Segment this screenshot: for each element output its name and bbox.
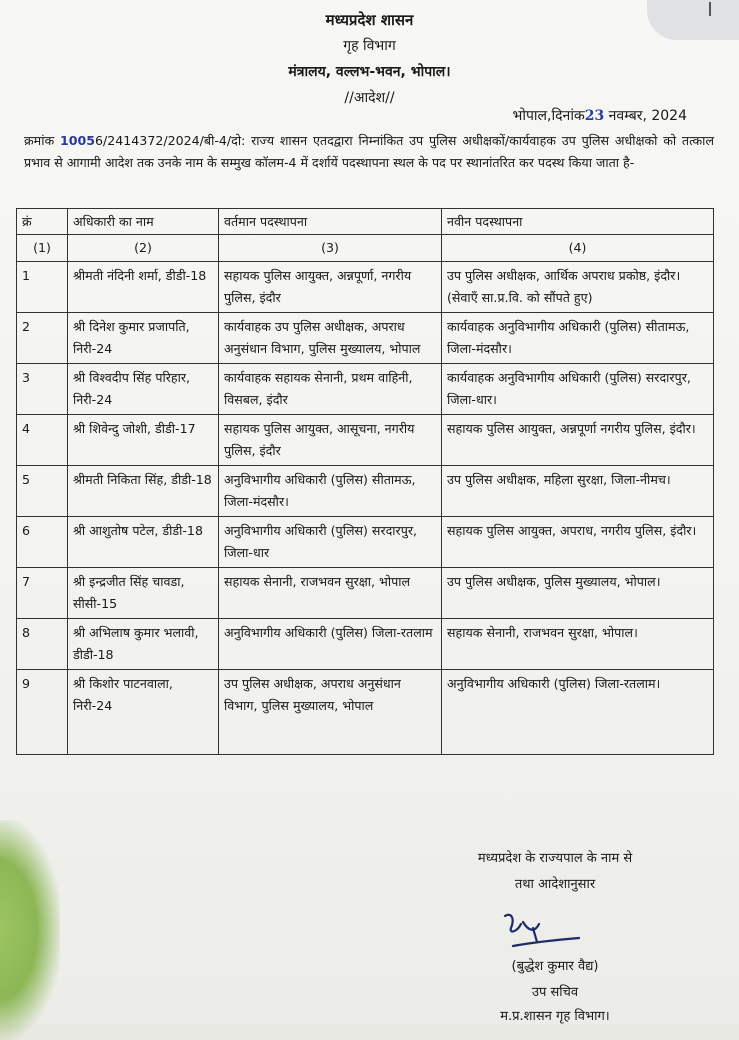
signoff-order-line: तथा आदेशानुसार <box>514 877 596 892</box>
date-prefix: भोपाल,दिनांक <box>512 108 585 124</box>
signatory-designation: उप सचिव <box>531 985 579 1000</box>
officer-name-cell: श्रीमती नंदिनी शर्मा, डीडी-18 <box>68 262 219 313</box>
department-name: गृह विभाग <box>343 38 396 54</box>
table-row <box>17 313 714 364</box>
transfer-table <box>16 208 714 755</box>
header-current-posting: वर्तमान पदस्थापना <box>219 209 442 235</box>
table-row <box>17 364 714 415</box>
order-title: //आदेश// <box>344 90 395 106</box>
officer-name-cell: श्रीमती निकिता सिंह, डीडी-18 <box>68 466 219 517</box>
table-row <box>17 466 714 517</box>
serial-cell: 5 <box>17 466 68 517</box>
new-posting-cell: उप पुलिस अधीक्षक, पुलिस मुख्यालय, भोपाल। <box>442 568 714 619</box>
new-posting-cell: उप पुलिस अधीक्षक, महिला सुरक्षा, जिला-नीमच। <box>442 466 714 517</box>
new-posting-cell: सहायक पुलिस आयुक्त, अन्नपूर्णा नगरीय पुलिस, इंदौर। <box>442 415 714 466</box>
government-title: मध्यप्रदेश शासन <box>325 11 414 29</box>
officer-name-cell: श्री अभिलाष कुमार भलावी, डीडी-18 <box>68 619 219 670</box>
serial-cell: 2 <box>17 313 68 364</box>
serial-cell: 7 <box>17 568 68 619</box>
current-posting-cell: उप पुलिस अधीक्षक, अपराध अनुसंधान विभाग, पुलिस मुख्यालय, भोपाल <box>219 670 442 755</box>
column-number: (3) <box>219 235 442 262</box>
officer-name-cell: श्री इन्द्रजीत सिंह चावडा, सीसी-15 <box>68 568 219 619</box>
officer-name-cell: श्री विश्वदीप सिंह परिहार, निरी-24 <box>68 364 219 415</box>
officer-name-cell: श्री दिनेश कुमार प्रजापति, निरी-24 <box>68 313 219 364</box>
table-row <box>17 262 714 313</box>
table-row <box>17 568 714 619</box>
column-number: (1) <box>17 235 68 262</box>
serial-cell: 3 <box>17 364 68 415</box>
table-row <box>17 415 714 466</box>
new-posting-cell: सहायक पुलिस आयुक्त, अपराध, नगरीय पुलिस, इंदौर। <box>442 517 714 568</box>
officer-name-cell: श्री शिवेन्दु जोशी, डीडी-17 <box>68 415 219 466</box>
handwritten-signature <box>495 902 585 952</box>
new-posting-cell: अनुविभागीय अधिकारी (पुलिस) जिला-रतलाम। <box>442 670 714 755</box>
current-posting-cell: सहायक सेनानी, राजभवन सुरक्षा, भोपाल <box>219 568 442 619</box>
order-reference: 6/2414372/2024/बी-4/दो: <box>95 133 246 148</box>
new-posting-cell: कार्यवाहक अनुविभागीय अधिकारी (पुलिस) सीतामऊ, जिला-मंदसौर। <box>442 313 714 364</box>
serial-cell: 6 <box>17 517 68 568</box>
current-posting-cell: अनुविभागीय अधिकारी (पुलिस) सीतामऊ, जिला-मंदसौर। <box>219 466 442 517</box>
officer-name-cell: श्री आशुतोष पटेल, डीडी-18 <box>68 517 219 568</box>
current-posting-cell: कार्यवाहक उप पुलिस अधीक्षक, अपराध अनुसंधान विभाग, पुलिस मुख्यालय, भोपाल <box>219 313 442 364</box>
signoff-authority: मध्यप्रदेश के राज्यपाल के नाम से <box>477 851 633 866</box>
order-intro <box>24 130 714 174</box>
date-day: 23 <box>584 108 605 124</box>
serial-cell: 4 <box>17 415 68 466</box>
serial-cell: 1 <box>17 262 68 313</box>
header-serial: क्रं <box>17 209 68 235</box>
table-row <box>17 619 714 670</box>
column-number: (2) <box>68 235 219 262</box>
table-row <box>17 517 714 568</box>
order-date <box>513 106 688 125</box>
signatory-name: (बुद्धेश कुमार वैद्य) <box>511 959 599 974</box>
current-posting-cell: सहायक पुलिस आयुक्त, आसूचना, नगरीय पुलिस, इंदौर <box>219 415 442 466</box>
background-leaf <box>0 820 60 1040</box>
column-number: (4) <box>442 235 714 262</box>
table-column-number-row <box>17 235 714 262</box>
serial-cell: 9 <box>17 670 68 755</box>
table-row <box>17 670 714 755</box>
current-posting-cell: कार्यवाहक सहायक सेनानी, प्रथम वाहिनी, विसबल, इंदौर <box>219 364 442 415</box>
current-posting-cell: सहायक पुलिस आयुक्त, अन्नपूर्णा, नगरीय पुलिस, इंदौर <box>219 262 442 313</box>
office-address: मंत्रालय, वल्लभ-भवन, भोपाल। <box>288 64 451 80</box>
new-posting-cell: उप पुलिस अधीक्षक, आर्थिक अपराध प्रकोष्ठ, इंदौर। (सेवाएँ सा.प्र.वि. को सौंपते हुए) <box>442 262 714 313</box>
new-posting-cell: कार्यवाहक अनुविभागीय अधिकारी (पुलिस) सरदारपुर, जिला-धार। <box>442 364 714 415</box>
table-header-row <box>17 209 714 235</box>
date-month-year: नवम्बर, 2024 <box>608 108 687 124</box>
officer-name-cell: श्री किशोर पाटनवाला, निरी-24 <box>68 670 219 755</box>
header-officer-name: अधिकारी का नाम <box>68 209 219 235</box>
order-number: 1005 <box>59 133 95 148</box>
order-prefix: क्रमांक <box>24 133 55 148</box>
order-body-text: राज्य शासन एतदद्वारा निम्नांकित उप पुलिस अधीक्षकों/कार्यवाहक उप पुलिस अधीक्षको को तत्काल प्रभाव से आगामी आदेश तक उनके नाम के सम्मुख कॉलम-4 में दर्शायें पदस्थापना स्थल के पद पर स्थानांतरित कर पदस्थ किया जाता है- <box>24 133 714 170</box>
header-new-posting: नवीन पदस्थापना <box>442 209 714 235</box>
new-posting-cell: सहायक सेनानी, राजभवन सुरक्षा, भोपाल। <box>442 619 714 670</box>
current-posting-cell: अनुविभागीय अधिकारी (पुलिस) जिला-रतलाम <box>219 619 442 670</box>
current-posting-cell: अनुविभागीय अधिकारी (पुलिस) सरदारपुर, जिला-धार <box>219 517 442 568</box>
signatory-office: म.प्र.शासन गृह विभाग। <box>500 1009 610 1024</box>
serial-cell: 8 <box>17 619 68 670</box>
